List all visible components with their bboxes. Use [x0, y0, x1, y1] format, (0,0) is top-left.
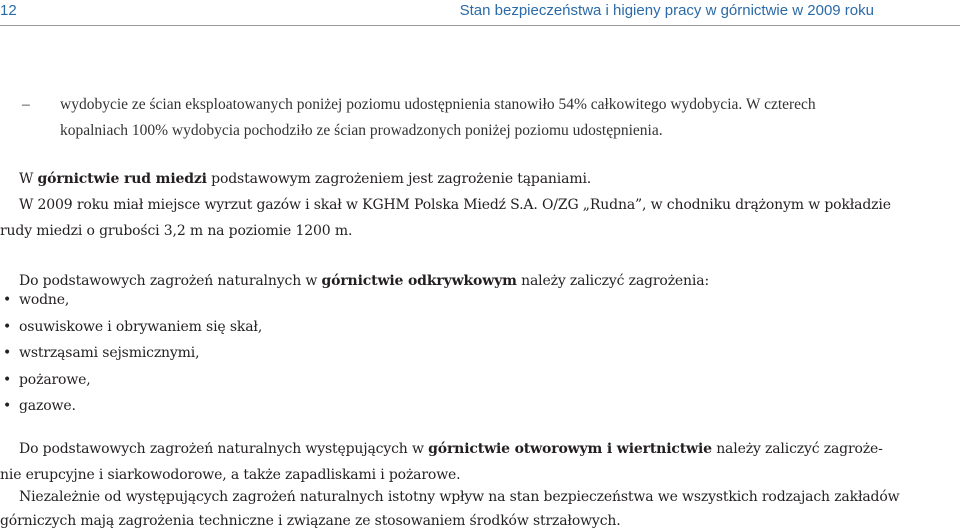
bullet: • — [3, 345, 12, 361]
borehole-line-2: nie erupcyjne i siarkowodorowe, a także zapadliskami i pożarowe. — [0, 467, 461, 483]
dash-item-line-2: kopalniach 100% wydobycia pochodziło ze ścian prowadzonych poniżej poziomu udostępnienia. — [60, 122, 663, 139]
general-paragraph — [19, 484, 959, 510]
bullet: • — [3, 398, 12, 414]
general-line-2: górniczych mają zagrożenia techniczne i związane ze stosowaniem środków strzałowych. — [0, 513, 621, 529]
list-item — [0, 393, 600, 420]
dash-item-line-1: wydobycie ze ścian eksploatowanych poniżej poziomu udostępnienia stanowiło 54% całkowitego wydobycia. W czterech — [60, 96, 816, 113]
borehole-line-1 — [19, 436, 959, 462]
opencast-intro-post: należy zaliczyć zagrożenia: — [516, 273, 710, 289]
bullet: • — [3, 318, 12, 335]
opencast-term: górnictwie odkrywkowym — [321, 273, 517, 289]
list-item-text: pożarowe, — [19, 371, 91, 388]
list-item-text: wstrząsami sejsmicznymi, — [19, 345, 200, 361]
borehole-line-1-pre: Do podstawowych zagrożeń naturalnych występujących w — [19, 441, 429, 457]
list-item-text: wodne, — [19, 292, 70, 308]
hazard-list — [0, 287, 600, 420]
borehole-paragraph — [19, 436, 959, 462]
copper-mining-paragraph-cont — [0, 218, 960, 244]
list-item-text: gazowe. — [19, 398, 76, 414]
dash-item-text — [60, 92, 942, 144]
list-item — [0, 287, 600, 314]
copper-mining-term: górnictwie rud miedzi — [37, 171, 207, 187]
dash-list-item — [22, 92, 942, 144]
header-rule — [0, 25, 960, 26]
copper-line-3: rudy miedzi o grubości 3,2 m na poziomie 1200 m. — [0, 223, 353, 239]
list-item — [0, 340, 600, 367]
copper-mining-paragraph — [19, 166, 959, 218]
borehole-line-1-post: należy zaliczyć zagroże- — [711, 441, 883, 457]
borehole-term: górnictwie otworowym i wiertnictwie — [428, 441, 712, 457]
opencast-intro-pre: Do podstawowych zagrożeń naturalnych w — [19, 273, 322, 289]
general-line-1: Niezależnie od występujących zagrożeń naturalnych istotny wpływ na stan bezpieczeństwa we wszystkich rodzajach zakładów — [19, 489, 900, 505]
list-item — [0, 314, 600, 341]
copper-line-1-pre: W — [19, 171, 38, 187]
list-item-text: osuwiskowe i obrywaniem się skał, — [19, 318, 263, 335]
copper-line-2: W 2009 roku miał miejsce wyrzut gazów i skał w KGHM Polska Miedź S.A. O/ZG „Rudna”, w chodniku drążonym w pokładzie — [19, 197, 891, 213]
list-item — [0, 367, 600, 394]
dash-marker: – — [22, 96, 30, 113]
page-header — [0, 0, 960, 25]
bullet: • — [3, 292, 12, 308]
general-paragraph-cont — [0, 508, 960, 532]
copper-line-1-post: podstawowym zagrożeniem jest zagrożenie tąpaniami. — [206, 171, 592, 187]
bullet: • — [3, 371, 12, 388]
copper-line-1 — [19, 166, 959, 192]
running-title: Stan bezpieczeństwa i higieny pracy w górnictwie w 2009 roku — [459, 2, 874, 19]
page-number: 12 — [0, 2, 17, 19]
